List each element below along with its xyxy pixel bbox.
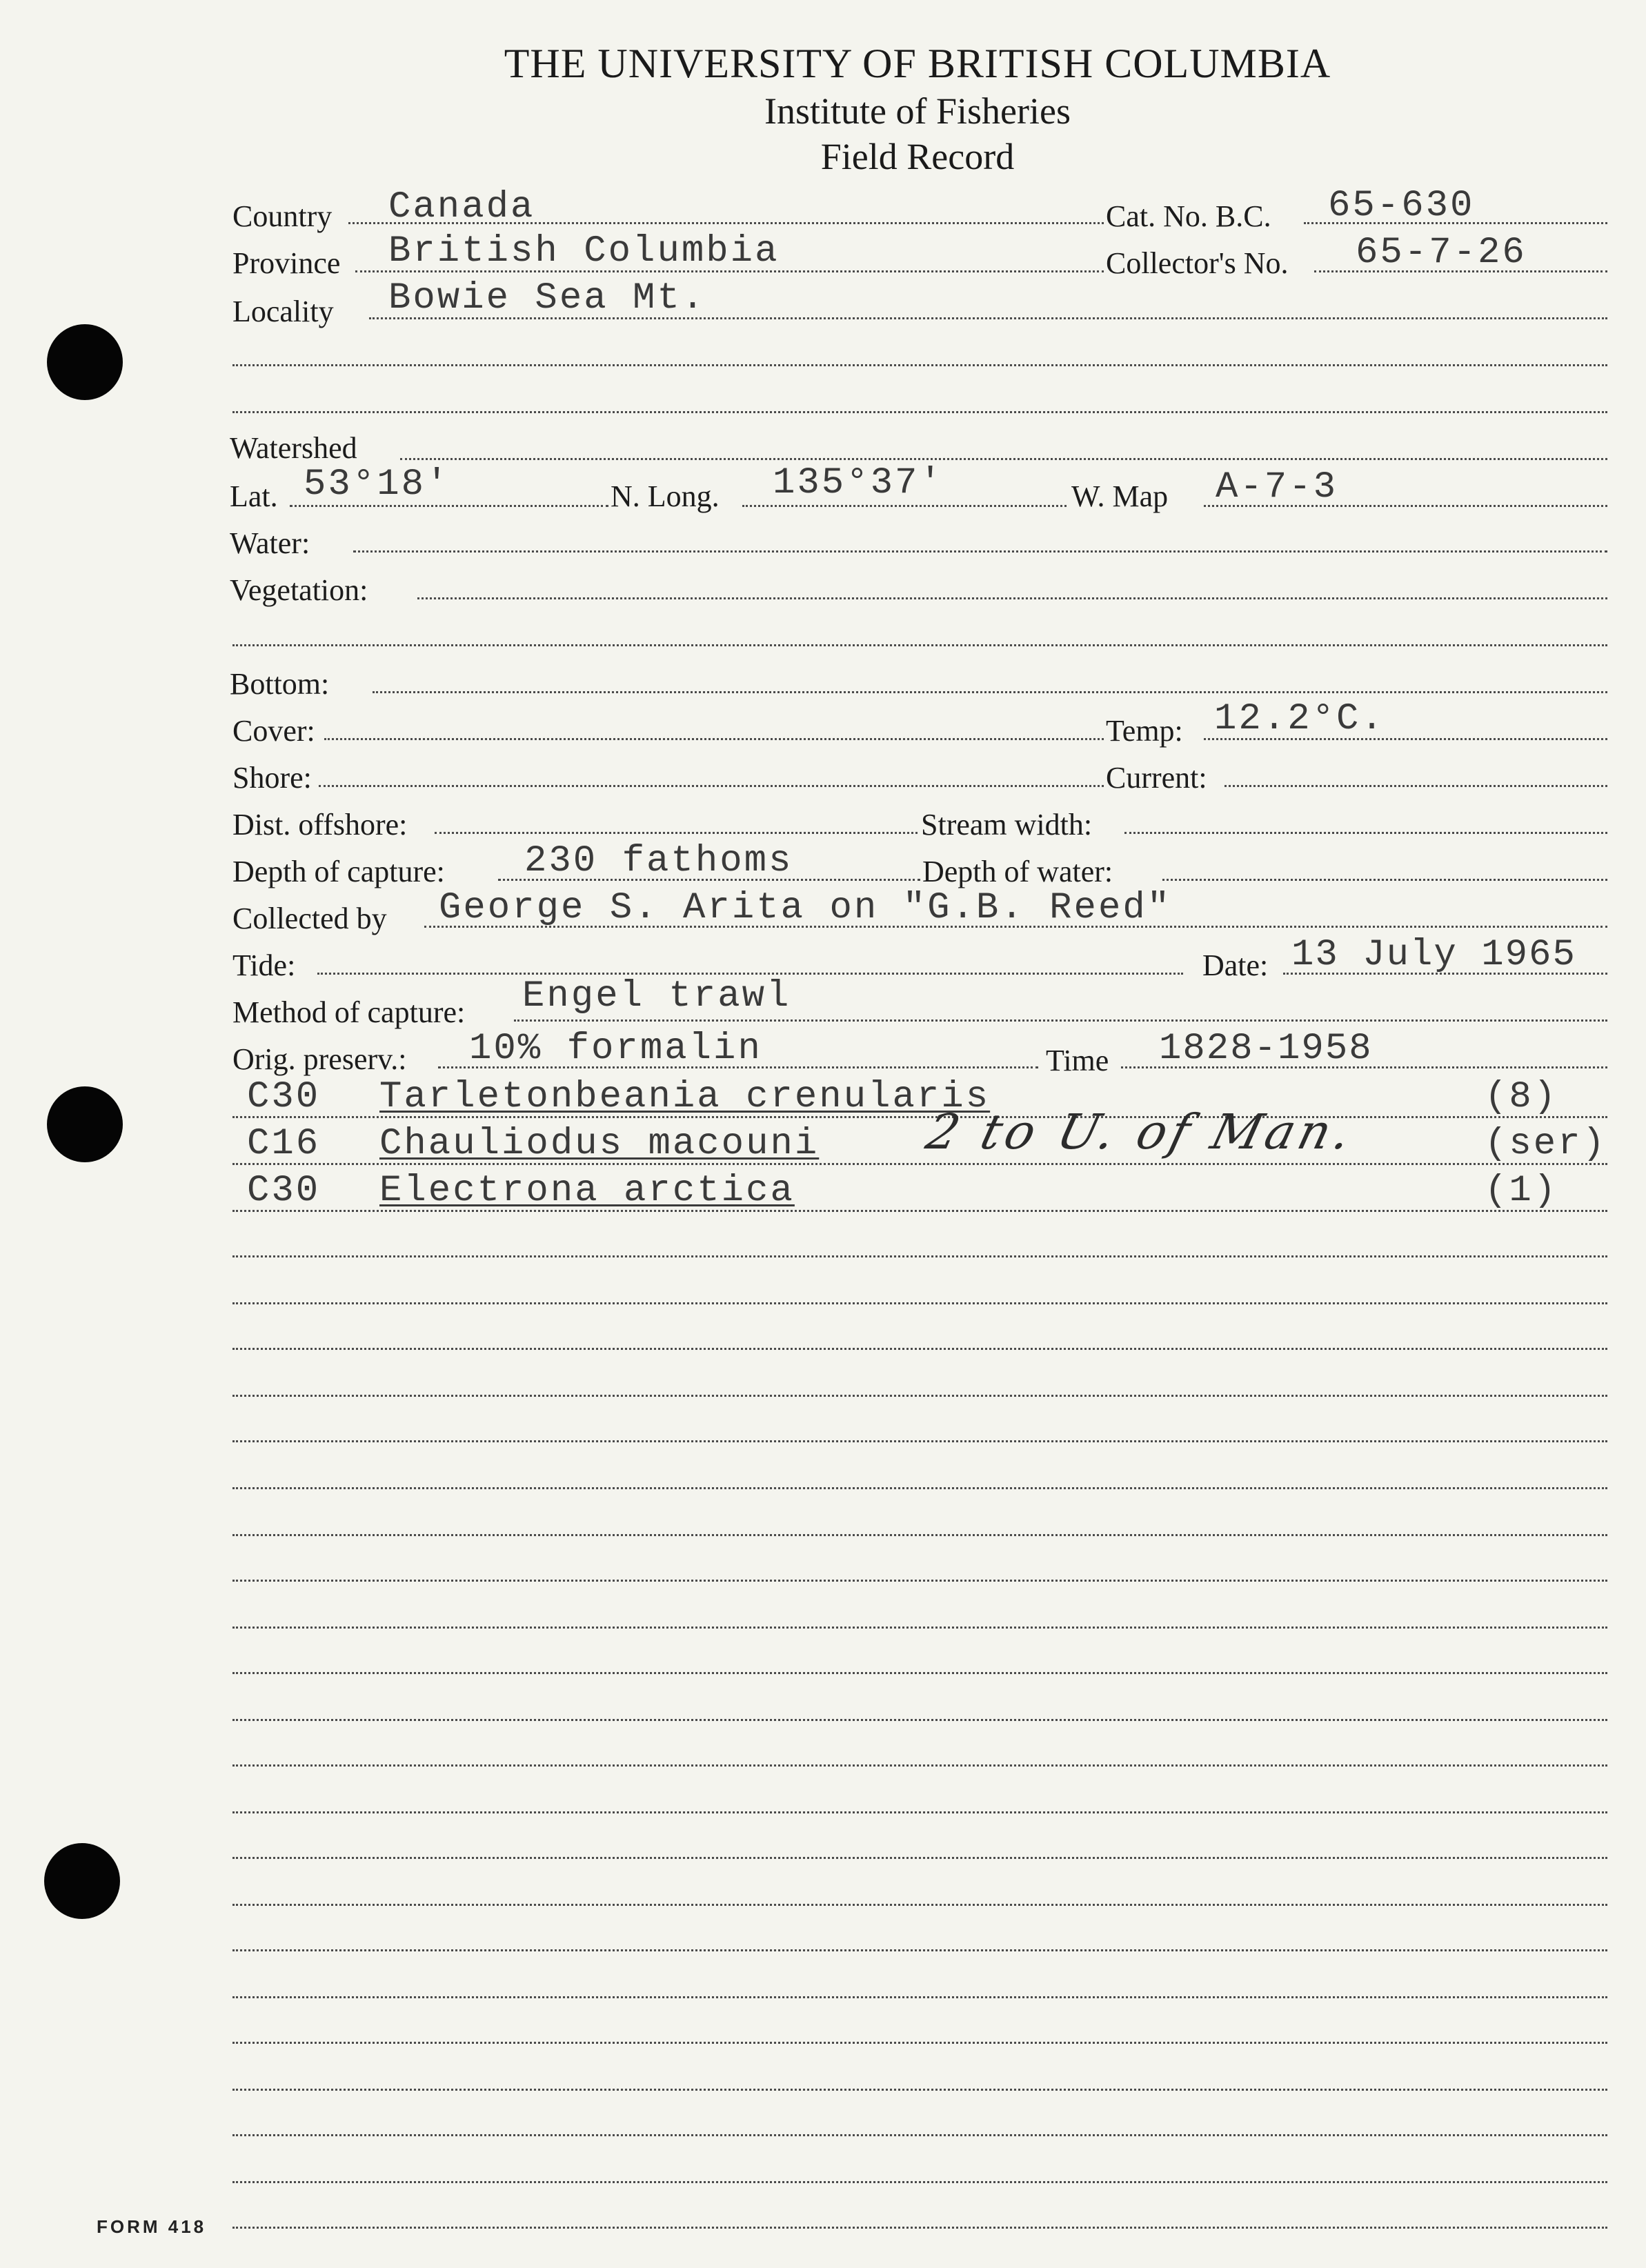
dist-offshore-label: Dist. offshore:: [232, 808, 408, 842]
blank-line: [232, 1487, 1607, 1489]
institute-name: Institute of Fisheries: [764, 90, 1071, 132]
w-map-label: W. Map: [1071, 479, 1169, 513]
depth-water-label: Depth of water:: [922, 855, 1113, 888]
locality-line-2: [232, 364, 1607, 366]
blank-line: [232, 2089, 1607, 2091]
specimen-code: C16: [247, 1123, 321, 1165]
method-label: Method of capture:: [232, 995, 466, 1029]
blank-line: [232, 1534, 1607, 1536]
blank-line: [232, 1857, 1607, 1859]
province-value: British Columbia: [388, 230, 780, 272]
country-value: Canada: [388, 186, 535, 228]
current-label: Current:: [1106, 761, 1207, 795]
n-long-label: N. Long.: [611, 479, 720, 513]
blank-line: [232, 1719, 1607, 1721]
cat-no-label: Cat. No. B.C.: [1106, 199, 1271, 233]
orig-preserv-value: 10% formalin: [469, 1028, 762, 1070]
institution-title: THE UNIVERSITY OF BRITISH COLUMBIA: [504, 41, 1331, 86]
time-label: Time: [1046, 1044, 1109, 1077]
specimen-code: C30: [247, 1170, 321, 1212]
vegetation-label: Vegetation:: [230, 573, 368, 607]
specimen-code: C30: [247, 1076, 321, 1118]
punch-hole-top: [47, 324, 123, 400]
stream-width-line: [1124, 832, 1607, 834]
record-type: Field Record: [820, 136, 1015, 177]
specimen-name: Tarletonbeania crenularis: [379, 1076, 991, 1118]
locality-label: Locality: [232, 295, 334, 328]
punch-hole-bottom: [44, 1843, 120, 1919]
form-number: FORM 418: [97, 2216, 207, 2237]
water-line: [353, 550, 1607, 553]
watershed-line: [400, 458, 1607, 460]
blank-line: [232, 1904, 1607, 1906]
time-value: 1828-1958: [1159, 1028, 1373, 1070]
date-label: Date:: [1202, 948, 1269, 982]
orig-preserv-label: Orig. preserv.:: [232, 1042, 407, 1076]
cat-no-value: 65-630: [1328, 185, 1475, 227]
collected-by-label: Collected by: [232, 902, 387, 935]
specimen-count: (8): [1485, 1076, 1558, 1118]
tide-label: Tide:: [232, 948, 296, 982]
long-line: [742, 505, 1067, 507]
country-label: Country: [232, 199, 333, 233]
bottom-label: Bottom:: [230, 667, 330, 701]
locality-line-3: [232, 411, 1607, 413]
collectors-no-value: 65-7-26: [1356, 232, 1527, 274]
blank-line: [232, 2181, 1607, 2183]
punch-hole-middle: [47, 1086, 123, 1162]
shore-label: Shore:: [232, 761, 312, 795]
blank-line: [232, 1255, 1607, 1257]
province-label: Province: [232, 246, 341, 280]
blank-line: [232, 1949, 1607, 1951]
shore-line: [319, 785, 1104, 787]
blank-line: [232, 1348, 1607, 1350]
depth-capture-value: 230 fathoms: [524, 840, 793, 882]
bottom-line: [373, 691, 1607, 693]
watershed-label: Watershed: [230, 431, 357, 465]
lat-value: 53°18': [304, 464, 450, 506]
cover-label: Cover:: [232, 714, 315, 748]
blank-line: [232, 1627, 1607, 1629]
blank-line: [232, 2227, 1607, 2229]
blank-line: [232, 1764, 1607, 1767]
depth-capture-label: Depth of capture:: [232, 855, 445, 888]
specimen-name: Electrona arctica: [379, 1170, 795, 1212]
specimen-name: Chauliodus macouni: [379, 1123, 820, 1165]
blank-line: [232, 1395, 1607, 1397]
tide-line: [317, 973, 1183, 975]
collectors-no-label: Collector's No.: [1106, 246, 1289, 280]
collected-by-value: George S. Arita on "G.B. Reed": [439, 887, 1172, 929]
temp-label: Temp:: [1106, 714, 1183, 748]
map-value: A-7-3: [1216, 466, 1338, 508]
blank-line: [232, 1302, 1607, 1304]
blank-line: [232, 2134, 1607, 2136]
stream-width-label: Stream width:: [921, 808, 1093, 842]
blank-line: [232, 2042, 1607, 2044]
depth-water-line: [1162, 879, 1607, 881]
dist-offshore-line: [435, 832, 918, 834]
blank-line: [232, 1672, 1607, 1674]
cover-line: [324, 738, 1104, 740]
date-value: 13 July 1965: [1291, 934, 1576, 976]
method-value: Engel trawl: [522, 975, 791, 1017]
vegetation-line-2: [232, 644, 1607, 646]
blank-line: [232, 1580, 1607, 1582]
current-line: [1224, 785, 1607, 787]
specimen-count: (1): [1485, 1170, 1558, 1212]
vegetation-line: [417, 597, 1607, 599]
blank-line: [232, 1440, 1607, 1442]
method-line: [514, 1019, 1607, 1022]
temp-value: 12.2°C.: [1214, 698, 1385, 740]
blank-line: [232, 1811, 1607, 1813]
lat-label: Lat.: [230, 479, 278, 513]
specimen-count: (ser): [1485, 1123, 1607, 1165]
water-label: Water:: [230, 526, 310, 560]
handwritten-note: 2 to U. of Man.: [920, 1104, 1361, 1160]
blank-line: [232, 1996, 1607, 1998]
locality-value: Bowie Sea Mt.: [388, 277, 706, 319]
long-value: 135°37': [773, 462, 944, 504]
